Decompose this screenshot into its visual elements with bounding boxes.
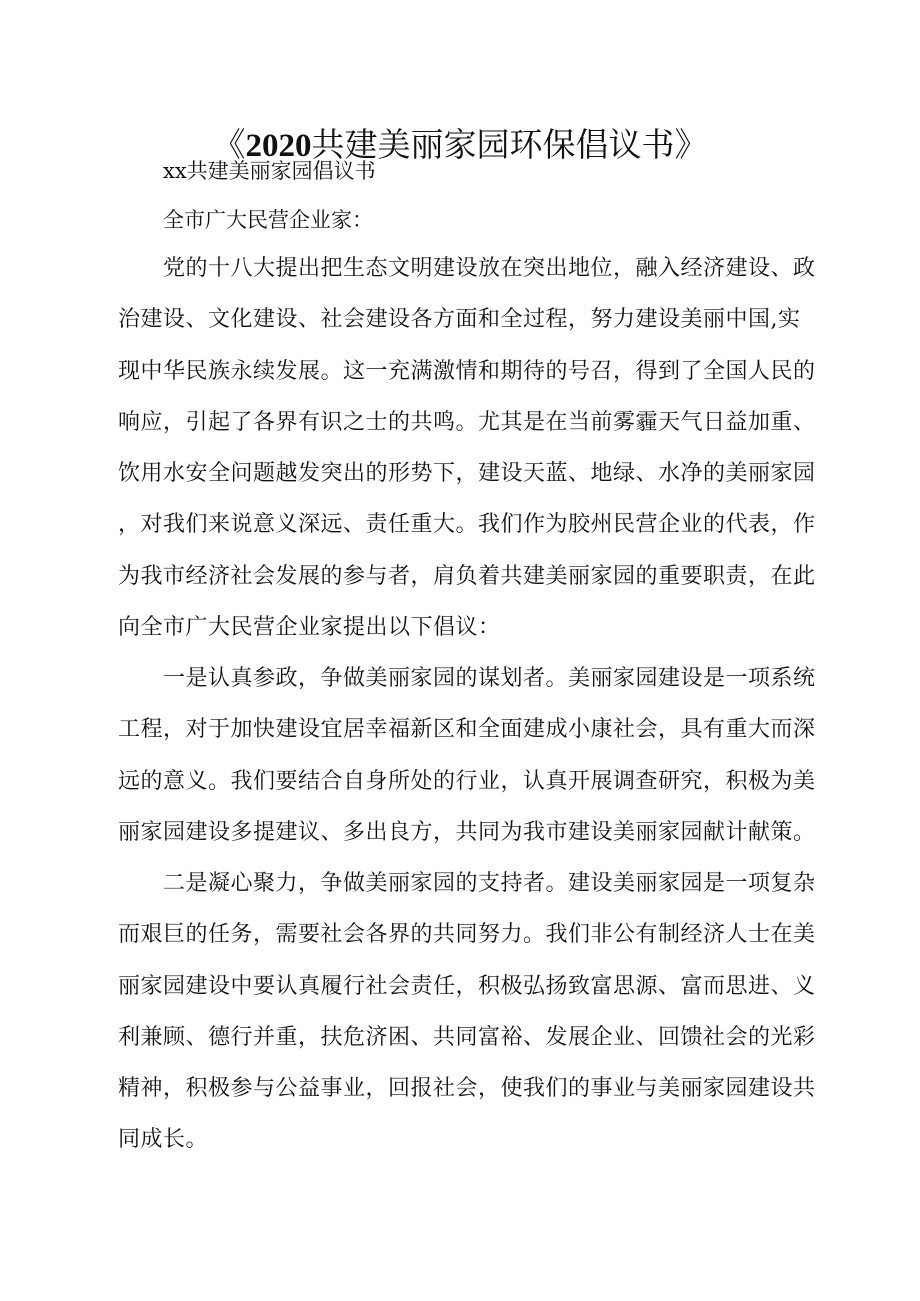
paragraph-line: ，对我们来说意义深远、责任重大。我们作为胶州民营企业的代表，作: [118, 512, 816, 538]
paragraph-line: 为我市经济社会发展的参与者，肩负着共建美丽家园的重要职责，在此: [118, 563, 816, 589]
paragraph-3: [118, 858, 816, 1166]
paragraph-line: 丽家园建设中要认真履行社会责任，积极弘扬致富思源、富而思进、义: [118, 973, 816, 999]
paragraph-line: 现中华民族永续发展。这一充满激情和期待的号召，得到了全国人民的: [118, 358, 816, 384]
paragraph-line: 一是认真参政，争做美丽家园的谋划者。美丽家园建设是一项系统: [163, 666, 816, 691]
paragraph-line: 党的十八大提出把生态文明建设放在突出地位，融入经济建设、政: [163, 256, 816, 281]
paragraph-line: 精神，积极参与公益事业，回报社会，使我们的事业与美丽家园建设共: [118, 1076, 816, 1102]
title-rest: 共建美丽家园环保倡议书》: [311, 125, 708, 165]
paragraph-line: 丽家园建设多提建议、多出良方，共同为我市建设美丽家园献计献策。: [118, 819, 816, 845]
paragraph-2: [118, 653, 816, 858]
title-prefix: 《: [212, 125, 246, 165]
paragraph-line: 治建设、文化建设、社会建设各方面和全过程，努力建设美丽中国,实: [118, 307, 801, 333]
title-number: 2020: [245, 128, 312, 165]
document-subtitle: xx共建美丽家园倡议书: [163, 159, 376, 183]
paragraph-line: 二是凝心聚力，争做美丽家园的支持者。建设美丽家园是一项复杂: [163, 871, 816, 896]
paragraph-line: 工程，对于加快建设宜居幸福新区和全面建成小康社会，具有重大而深: [118, 717, 816, 743]
paragraph-line: 远的意义。我们要结合自身所处的行业，认真开展调查研究，积极为美: [118, 768, 816, 794]
document-title: [0, 117, 920, 174]
paragraph-line: 响应，引起了各界有识之士的共鸣。尤其是在当前雾霾天气日益加重、: [118, 409, 816, 435]
salutation: 全市广大民营企业家：: [163, 208, 373, 232]
paragraph-line: 饮用水安全问题越发突出的形势下，建设天蓝、地绿、水净的美丽家园: [118, 461, 816, 487]
paragraph-line: 同成长。: [118, 1127, 209, 1153]
paragraph-line: 向全市广大民营企业家提出以下倡议：: [118, 615, 501, 641]
paragraph-1: [118, 243, 816, 653]
paragraph-line: 利兼顾、德行并重，扶危济困、共同富裕、发展企业、回馈社会的光彩: [118, 1024, 816, 1050]
paragraph-line: 而艰巨的任务，需要社会各界的共同努力。我们非公有制经济人士在美: [118, 922, 816, 948]
